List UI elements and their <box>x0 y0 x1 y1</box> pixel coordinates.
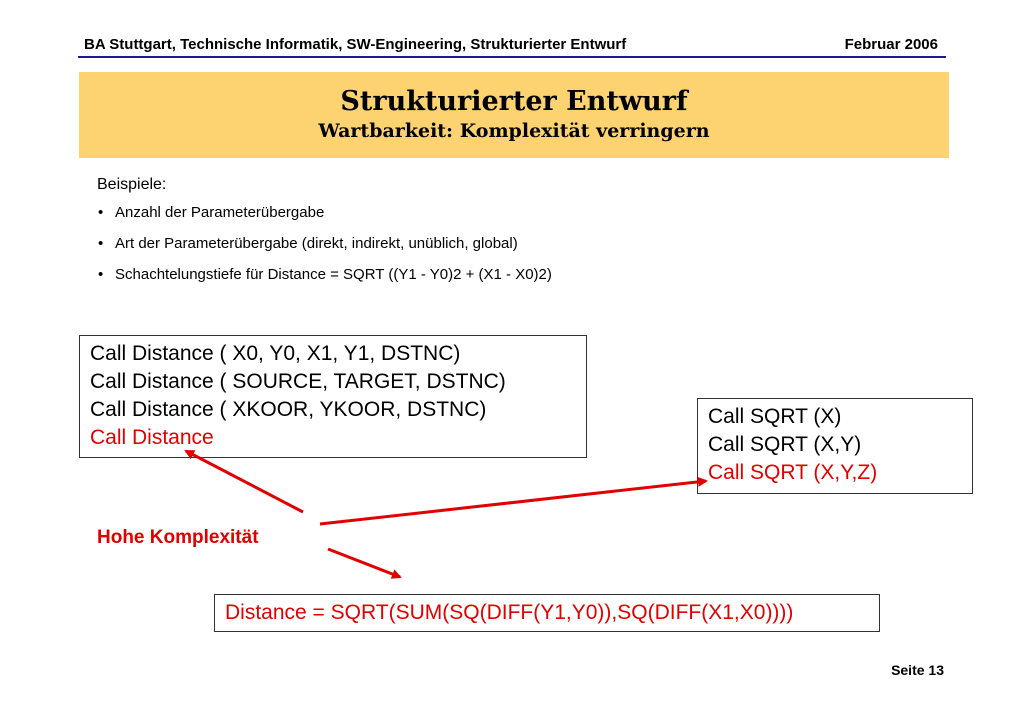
examples-section <box>97 176 552 297</box>
examples-list <box>97 204 552 297</box>
call-sqrt-line: Call SQRT (X,Y) <box>708 433 862 456</box>
call-sqrt-highlight: Call SQRT (X,Y,Z) <box>708 461 878 484</box>
arrow-to-formula <box>328 549 400 577</box>
complexity-label: Hohe Komplexität <box>97 527 259 548</box>
slide-subtitle: Wartbarkeit: Komplexität verringern <box>318 120 710 142</box>
list-item <box>97 235 552 266</box>
bullet-icon: • <box>98 204 104 221</box>
bullet-icon: • <box>98 266 104 283</box>
bullet-icon: • <box>98 235 104 252</box>
list-item-text: Art der Parameterübergabe (direkt, indirekt, unüblich, global) <box>115 235 518 252</box>
call-distance-highlight: Call Distance <box>90 426 214 449</box>
call-sqrt-line: Call SQRT (X) <box>708 405 842 428</box>
formula-box <box>214 594 880 632</box>
formula-text: Distance = SQRT(SUM(SQ(DIFF(Y1,Y0)),SQ(DIFF(X1,X0)))) <box>225 601 794 624</box>
arrow-to-call-distance <box>186 451 303 512</box>
header-divider <box>78 56 946 58</box>
call-distance-line: Call Distance ( X0, Y0, X1, Y1, DSTNC) <box>90 342 461 365</box>
call-distance-line: Call Distance ( SOURCE, TARGET, DSTNC) <box>90 370 506 393</box>
title-banner <box>79 72 949 158</box>
examples-lead: Beispiele: <box>97 176 167 193</box>
call-sqrt-box <box>697 398 973 494</box>
header-date: Februar 2006 <box>844 36 938 53</box>
arrow-to-call-sqrt <box>320 481 706 524</box>
list-item <box>97 266 552 297</box>
page-number: Seite 13 <box>891 662 944 678</box>
list-item <box>97 204 552 235</box>
list-item-text: Schachtelungstiefe für Distance = SQRT ((Y1 - Y0)2 + (X1 - X0)2) <box>115 266 552 283</box>
header-title: BA Stuttgart, Technische Informatik, SW-Engineering, Strukturierter Entwurf <box>84 36 627 53</box>
call-distance-line: Call Distance ( XKOOR, YKOOR, DSTNC) <box>90 398 487 421</box>
call-distance-box <box>79 335 587 458</box>
list-item-text: Anzahl der Parameterübergabe <box>115 204 325 221</box>
slide-title: Strukturierter Entwurf <box>340 86 688 117</box>
